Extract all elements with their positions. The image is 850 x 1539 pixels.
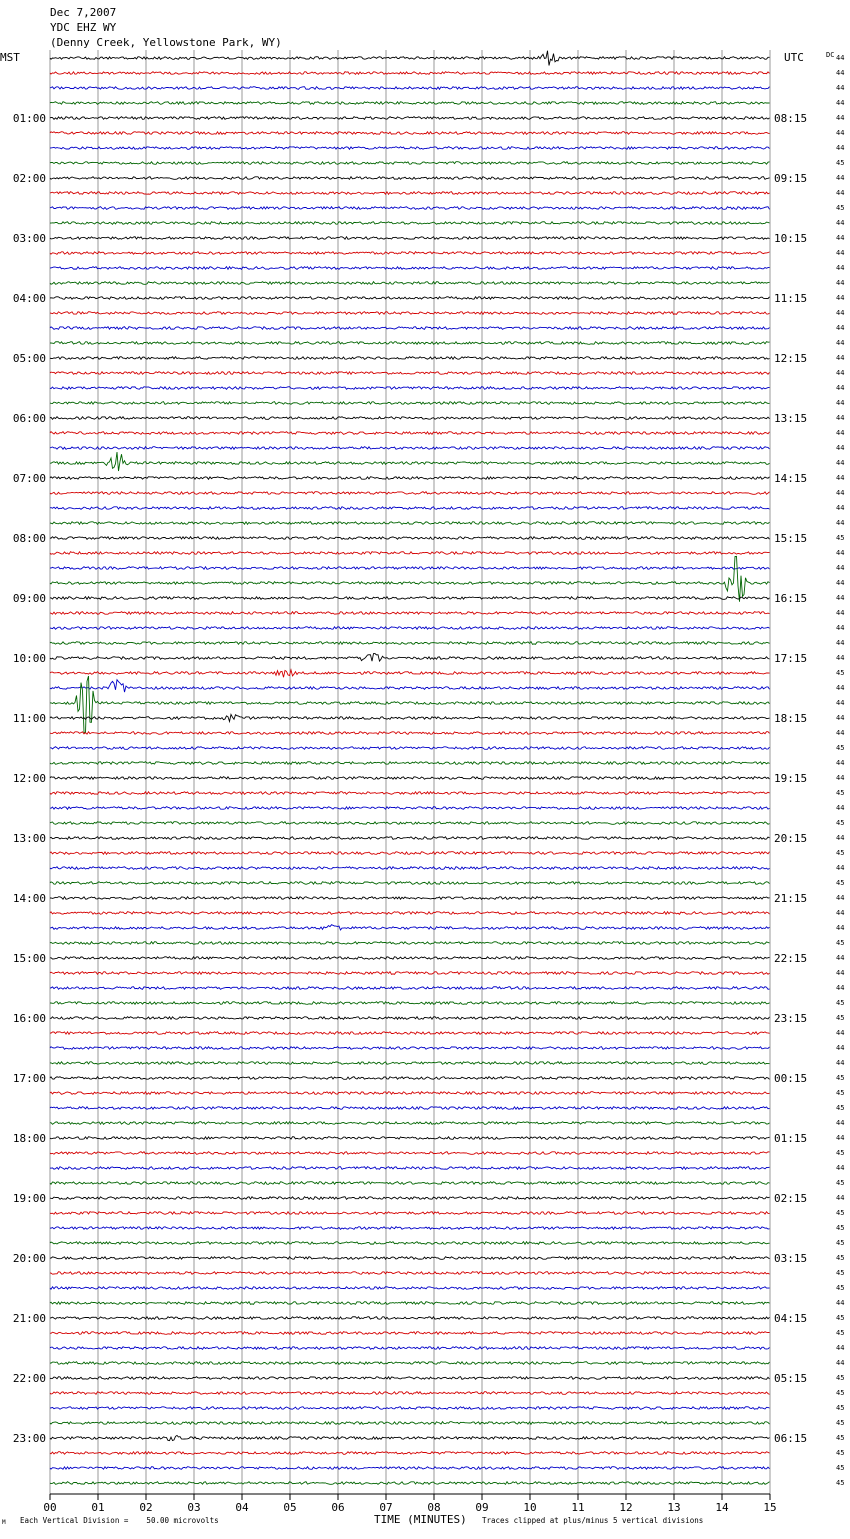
x-tick-label: 04 xyxy=(235,1501,249,1514)
dc-offset-value: 45 xyxy=(836,879,845,887)
dc-offset-value: 44 xyxy=(836,1059,845,1067)
dc-offset-value: 44 xyxy=(836,474,845,482)
dc-offset-value: 44 xyxy=(836,459,845,467)
dc-offset-value: 45 xyxy=(836,1404,845,1412)
right-hour-label: 10:15 xyxy=(774,232,808,245)
dc-offset-value: 44 xyxy=(836,1344,845,1352)
left-hour-label: 01:00 xyxy=(12,112,46,125)
left-hour-label: 18:00 xyxy=(12,1132,46,1145)
left-hour-label: 23:00 xyxy=(12,1432,46,1445)
dc-offset-value: 44 xyxy=(836,759,845,767)
dc-offset-value: 45 xyxy=(836,1434,845,1442)
dc-offset-value: 44 xyxy=(836,219,845,227)
left-hour-label: 16:00 xyxy=(12,1012,46,1025)
dc-offset-value: 44 xyxy=(836,864,845,872)
dc-offset-value: 44 xyxy=(836,834,845,842)
left-hour-label: 14:00 xyxy=(12,892,46,905)
dc-offset-value: 44 xyxy=(836,444,845,452)
dc-offset-value: 44 xyxy=(836,429,845,437)
x-axis-label: TIME (MINUTES) xyxy=(374,1513,467,1526)
right-hour-label: 06:15 xyxy=(774,1432,808,1445)
left-hour-label: 06:00 xyxy=(12,412,46,425)
dc-offset-value: 45 xyxy=(836,1464,845,1472)
dc-offset-value: 44 xyxy=(836,249,845,257)
x-tick-label: 11 xyxy=(571,1501,585,1514)
dc-offset-value: 45 xyxy=(836,1419,845,1427)
header-date: Dec 7,2007 xyxy=(50,6,117,19)
dc-offset-value: 44 xyxy=(836,969,845,977)
dc-offset-value: 45 xyxy=(836,1074,845,1082)
dc-offset-value: 44 xyxy=(836,1194,845,1202)
right-hour-label: 01:15 xyxy=(774,1132,808,1145)
right-hour-label: 17:15 xyxy=(774,652,808,665)
right-axis-title: UTC xyxy=(784,51,804,64)
left-hour-label: 22:00 xyxy=(12,1372,46,1385)
left-hour-label: 19:00 xyxy=(12,1192,46,1205)
dc-offset-value: 44 xyxy=(836,54,845,62)
left-hour-label: 21:00 xyxy=(12,1312,46,1325)
dc-offset-value: 45 xyxy=(836,1149,845,1157)
dc-offset-value: 44 xyxy=(836,1359,845,1367)
dc-offset-value: 45 xyxy=(836,1329,845,1337)
dc-offset-value: 44 xyxy=(836,309,845,317)
dc-offset-value: 45 xyxy=(836,204,845,212)
dc-offset-value: 45 xyxy=(836,1314,845,1322)
right-hour-label: 12:15 xyxy=(774,352,808,365)
dc-offset-value: 44 xyxy=(836,549,845,557)
dc-offset-value: 44 xyxy=(836,129,845,137)
dc-offset-value: 44 xyxy=(836,729,845,737)
right-hour-label: 21:15 xyxy=(774,892,808,905)
dc-offset-value: 44 xyxy=(836,954,845,962)
dc-offset-value: 45 xyxy=(836,534,845,542)
left-hour-label: 05:00 xyxy=(12,352,46,365)
right-hour-label: 04:15 xyxy=(774,1312,808,1325)
dc-offset-value: 44 xyxy=(836,399,845,407)
x-tick-label: 09 xyxy=(475,1501,489,1514)
dc-offset-value: 45 xyxy=(836,849,845,857)
left-hour-label: 07:00 xyxy=(12,472,46,485)
dc-offset-value: 45 xyxy=(836,1254,845,1262)
x-tick-label: 10 xyxy=(523,1501,537,1514)
dc-offset-value: 45 xyxy=(836,1479,845,1487)
right-hour-label: 03:15 xyxy=(774,1252,808,1265)
dc-offset-value: 44 xyxy=(836,1299,845,1307)
dc-offset-value: 44 xyxy=(836,279,845,287)
dc-offset-value: 45 xyxy=(836,1089,845,1097)
right-hour-label: 09:15 xyxy=(774,172,808,185)
left-hour-label: 10:00 xyxy=(12,652,46,665)
x-tick-label: 02 xyxy=(139,1501,153,1514)
right-hour-label: 11:15 xyxy=(774,292,808,305)
dc-offset-value: 44 xyxy=(836,189,845,197)
dc-offset-value: 44 xyxy=(836,174,845,182)
right-hour-label: 15:15 xyxy=(774,532,808,545)
x-tick-label: 05 xyxy=(283,1501,297,1514)
left-hour-label: 17:00 xyxy=(12,1072,46,1085)
dc-offset-value: 45 xyxy=(836,1284,845,1292)
left-hour-label: 13:00 xyxy=(12,832,46,845)
dc-offset-value: 44 xyxy=(836,69,845,77)
scale-note: Each Vertical Division = 50.00 microvolts xyxy=(20,1516,219,1525)
dc-offset-value: 44 xyxy=(836,579,845,587)
dc-offset-value: 44 xyxy=(836,699,845,707)
right-hour-label: 13:15 xyxy=(774,412,808,425)
right-hour-label: 18:15 xyxy=(774,712,808,725)
right-hour-label: 20:15 xyxy=(774,832,808,845)
left-hour-label: 02:00 xyxy=(12,172,46,185)
dc-offset-value: 44 xyxy=(836,894,845,902)
corner-mark: M xyxy=(2,1519,6,1526)
header-location: (Denny Creek, Yellowstone Park, WY) xyxy=(50,36,282,49)
right-hour-label: 22:15 xyxy=(774,952,808,965)
dc-offset-value: 44 xyxy=(836,489,845,497)
dc-offset-value: 44 xyxy=(836,774,845,782)
right-hour-label: 08:15 xyxy=(774,112,808,125)
header-station: YDC EHZ WY xyxy=(50,21,117,34)
left-hour-label: 03:00 xyxy=(12,232,46,245)
x-tick-label: 00 xyxy=(43,1501,57,1514)
dc-offset-value: 44 xyxy=(836,1119,845,1127)
x-tick-label: 08 xyxy=(427,1501,441,1514)
dc-offset-value: 44 xyxy=(836,99,845,107)
left-hour-label: 12:00 xyxy=(12,772,46,785)
x-tick-label: 15 xyxy=(763,1501,777,1514)
dc-offset-value: 45 xyxy=(836,1209,845,1217)
right-hour-label: 23:15 xyxy=(774,1012,808,1025)
dc-offset-value: 44 xyxy=(836,294,845,302)
right-hour-label: 05:15 xyxy=(774,1372,808,1385)
dc-offset-value: 44 xyxy=(836,804,845,812)
x-tick-label: 07 xyxy=(379,1501,393,1514)
dc-offset-value: 45 xyxy=(836,1239,845,1247)
x-tick-label: 03 xyxy=(187,1501,201,1514)
dc-offset-value: 44 xyxy=(836,144,845,152)
right-hour-label: 14:15 xyxy=(774,472,808,485)
left-hour-label: 09:00 xyxy=(12,592,46,605)
left-axis-title: MST xyxy=(0,51,20,64)
x-tick-label: 13 xyxy=(667,1501,681,1514)
dc-offset-value: 45 xyxy=(836,939,845,947)
dc-offset-value: 45 xyxy=(836,999,845,1007)
right-hour-label: 02:15 xyxy=(774,1192,808,1205)
dc-offset-value: 44 xyxy=(836,414,845,422)
dc-offset-value: 44 xyxy=(836,264,845,272)
dc-offset-value: 45 xyxy=(836,744,845,752)
dc-offset-value: 45 xyxy=(836,1014,845,1022)
dc-offset-value: 45 xyxy=(836,1224,845,1232)
dc-offset-value: 45 xyxy=(836,819,845,827)
dc-offset-value: 44 xyxy=(836,1044,845,1052)
dc-label: DC xyxy=(826,51,835,59)
dc-offset-value: 44 xyxy=(836,1029,845,1037)
dc-offset-value: 44 xyxy=(836,594,845,602)
left-hour-label: 11:00 xyxy=(12,712,46,725)
dc-offset-value: 44 xyxy=(836,324,845,332)
x-tick-label: 06 xyxy=(331,1501,345,1514)
dc-offset-value: 45 xyxy=(836,159,845,167)
dc-offset-value: 45 xyxy=(836,1374,845,1382)
clip-note: Traces clipped at plus/minus 5 vertical divisions xyxy=(482,1516,704,1525)
dc-offset-value: 44 xyxy=(836,984,845,992)
dc-offset-value: 44 xyxy=(836,234,845,242)
left-hour-label: 15:00 xyxy=(12,952,46,965)
dc-offset-value: 44 xyxy=(836,1164,845,1172)
dc-offset-value: 45 xyxy=(836,1449,845,1457)
dc-offset-value: 45 xyxy=(836,789,845,797)
dc-offset-value: 44 xyxy=(836,714,845,722)
dc-offset-value: 44 xyxy=(836,684,845,692)
dc-offset-value: 44 xyxy=(836,354,845,362)
dc-offset-value: 44 xyxy=(836,564,845,572)
dc-offset-value: 45 xyxy=(836,1269,845,1277)
dc-offset-value: 44 xyxy=(836,504,845,512)
right-hour-label: 16:15 xyxy=(774,592,808,605)
right-hour-label: 00:15 xyxy=(774,1072,808,1085)
x-tick-label: 01 xyxy=(91,1501,105,1514)
dc-offset-value: 45 xyxy=(836,1179,845,1187)
dc-offset-value: 44 xyxy=(836,519,845,527)
dc-offset-value: 44 xyxy=(836,1134,845,1142)
dc-offset-value: 45 xyxy=(836,669,845,677)
dc-offset-value: 44 xyxy=(836,84,845,92)
dc-offset-value: 44 xyxy=(836,609,845,617)
dc-offset-value: 44 xyxy=(836,384,845,392)
dc-offset-value: 44 xyxy=(836,114,845,122)
dc-offset-value: 44 xyxy=(836,339,845,347)
dc-offset-value: 44 xyxy=(836,639,845,647)
dc-offset-value: 44 xyxy=(836,654,845,662)
dc-offset-value: 45 xyxy=(836,1104,845,1112)
x-tick-label: 12 xyxy=(619,1501,633,1514)
dc-offset-value: 45 xyxy=(836,1389,845,1397)
x-tick-label: 14 xyxy=(715,1501,729,1514)
dc-offset-value: 44 xyxy=(836,369,845,377)
left-hour-label: 20:00 xyxy=(12,1252,46,1265)
left-hour-label: 04:00 xyxy=(12,292,46,305)
dc-offset-value: 44 xyxy=(836,909,845,917)
dc-offset-value: 44 xyxy=(836,924,845,932)
left-hour-label: 08:00 xyxy=(12,532,46,545)
dc-offset-value: 44 xyxy=(836,624,845,632)
right-hour-label: 19:15 xyxy=(774,772,808,785)
